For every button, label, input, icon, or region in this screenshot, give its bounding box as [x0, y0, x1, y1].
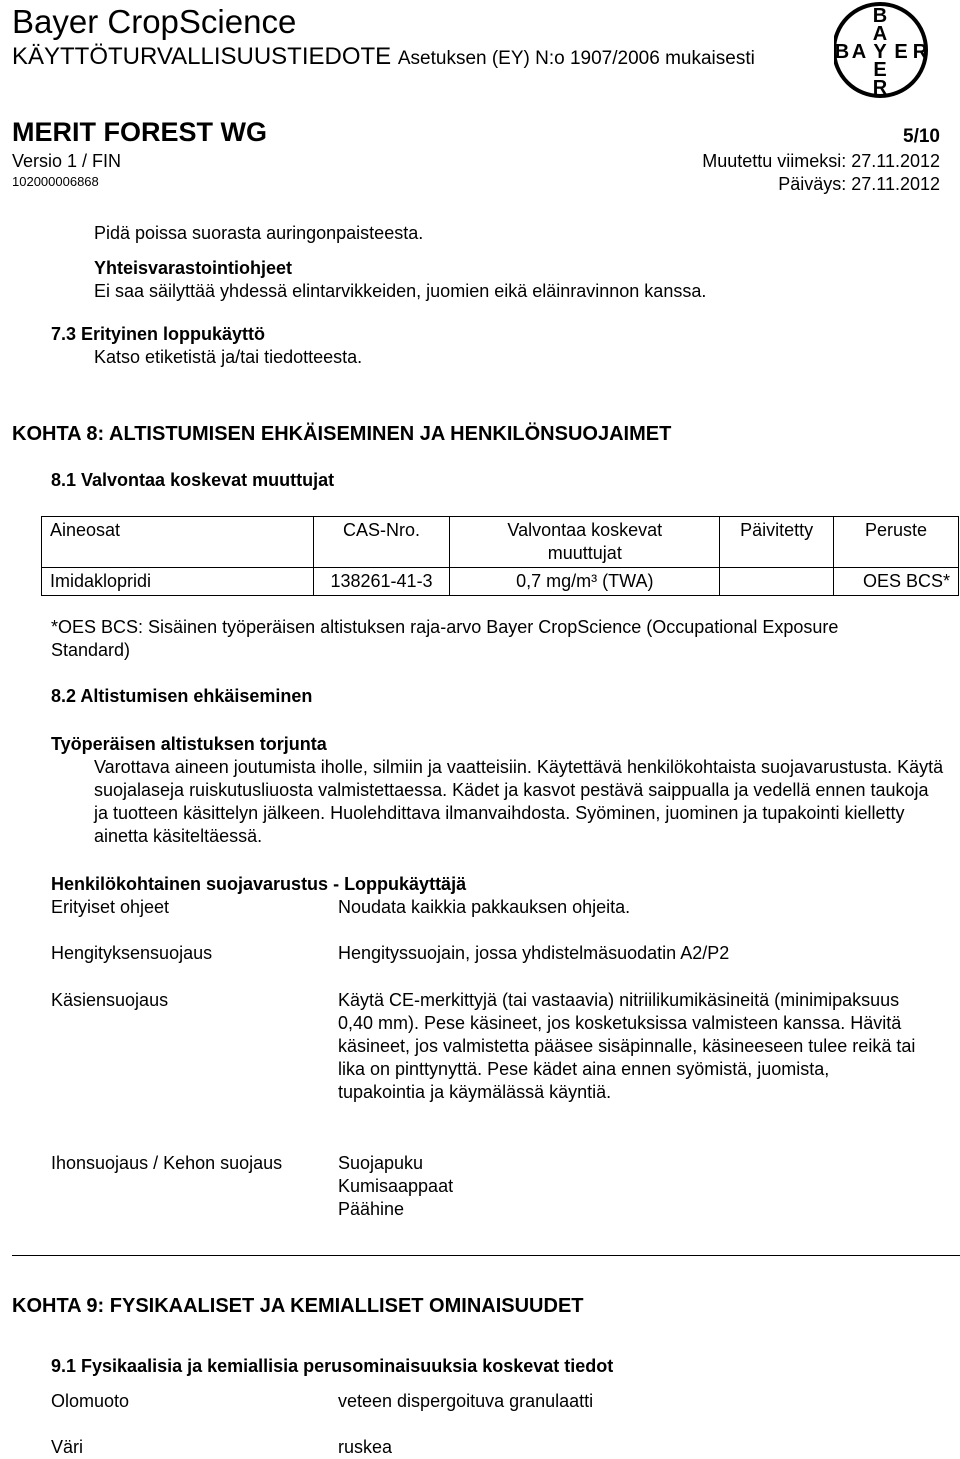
- control-parameters-table: [41, 516, 959, 596]
- svg-text:E: E: [894, 41, 908, 63]
- end-use-text: Katso etiketistä ja/tai tiedotteesta.: [94, 347, 363, 367]
- section-9-1-title: 9.1 Fysikaalisia ja kemiallisia perusominaisuuksia koskevat tiedot: [51, 1356, 614, 1376]
- svg-text:R: R: [912, 41, 928, 63]
- svg-text:Y: Y: [873, 41, 887, 63]
- property-value: ruskea: [338, 1437, 393, 1457]
- end-use-title: 7.3 Erityinen loppukäyttö: [51, 324, 266, 344]
- product-name: MERIT FOREST WG: [12, 117, 267, 147]
- table-cell: 0,7 mg/m³ (TWA): [450, 568, 720, 596]
- document-type: KÄYTTÖTURVALLISUUSTIEDOTE: [12, 43, 392, 70]
- table-header-cell: CAS-Nro.: [313, 517, 450, 568]
- ppe-title: Henkilökohtainen suojavarustus - Loppukäyttäjä: [51, 874, 467, 894]
- table-cell: OES BCS*: [834, 568, 959, 596]
- svg-text:A: A: [872, 23, 888, 45]
- section-8-title: KOHTA 8: ALTISTUMISEN EHKÄISEMINEN JA HENKILÖNSUOJAIMET: [12, 423, 672, 445]
- ppe-value-line: Päähine: [338, 1199, 405, 1219]
- document-number: 102000006868: [12, 174, 99, 189]
- section-8-2-title: 8.2 Altistumisen ehkäiseminen: [51, 686, 313, 706]
- table-cell: 138261-41-3: [313, 568, 450, 596]
- ppe-label: Erityiset ohjeet: [51, 897, 170, 917]
- svg-text:E: E: [873, 59, 887, 81]
- exposure-control-title: Työperäisen altistuksen torjunta: [51, 734, 327, 754]
- svg-text:A: A: [851, 41, 867, 63]
- ppe-value: Noudata kaikkia pakkauksen ohjeita.: [338, 897, 631, 917]
- svg-text:B: B: [872, 5, 888, 27]
- ppe-value: Hengityssuojain, jossa yhdistelmäsuodatin A2/P2: [338, 943, 730, 963]
- joint-storage-text: Ei saa säilyttää yhdessä elintarvikkeiden, juomien eikä eläinravinnon kanssa.: [94, 281, 707, 301]
- regulation-text: Asetuksen (EY) N:o 1907/2006 mukaisesti: [397, 48, 755, 69]
- section-divider: [12, 1255, 960, 1256]
- issue-date: Päiväys: 27.11.2012: [778, 174, 940, 194]
- exposure-control-text: Varottava aineen joutumista iholle, silmiin ja vaatteisiin. Käytettävä henkilökohtaista suojavarustusta. Käytä suojalaseja ruiskutusliuosta valmistettaessa. Kädet ja kasvot pestävä saippualla ja vedellä ennen taukoja ja tuotteen käsittelyn jälkeen. Huolehdittava ilmanvaihdosta. Syöminen, juominen ja tupakointi kielletty ainetta käsiteltäessä.: [94, 757, 944, 846]
- ppe-value: Käytä CE-merkittyjä (tai vastaavia) nitriilikumikäsineitä (minimipaksuus 0,40 mm). Pese käsineet, jos kosketuksissa valmisteen kanssa. Hävitä käsineet, jos valmistetta pääsee sisäpinnalle, käsineeseen tulee reikä tai lika on pinttynyttä. Pese kädet aina ennen syömistä, juomista, tupakointia ja käymälässä käyntiä.: [338, 990, 916, 1102]
- table-header-cell: Aineosat: [42, 517, 314, 568]
- modified-date: Muutettu viimeksi: 27.11.2012: [702, 151, 940, 171]
- section-9-title: KOHTA 9: FYSIKAALISET JA KEMIALLISET OMINAISUUDET: [12, 1295, 584, 1317]
- svg-text:B: B: [834, 41, 850, 63]
- bayer-logo: [834, 0, 960, 100]
- joint-storage-title: Yhteisvarastointiohjeet: [94, 258, 293, 278]
- table-header-cell: Valvontaa koskevat muuttujat: [450, 517, 720, 568]
- document-title: [12, 42, 755, 74]
- table-header-row: [42, 517, 959, 568]
- property-label: Väri: [51, 1437, 84, 1457]
- ppe-label: Käsiensuojaus: [51, 990, 169, 1010]
- property-value: veteen dispergoituva granulaatti: [338, 1391, 594, 1411]
- ppe-label: Hengityksensuojaus: [51, 943, 213, 963]
- page-number: 5/10: [903, 126, 940, 147]
- table-cell: Imidaklopridi: [42, 568, 314, 596]
- version-label: Versio 1 / FIN: [12, 151, 122, 171]
- table-header-cell: Peruste: [834, 517, 959, 568]
- table-row: [42, 568, 959, 596]
- table-cell: [720, 568, 834, 596]
- ppe-label: Ihonsuojaus / Kehon suojaus: [51, 1153, 283, 1173]
- property-label: Olomuoto: [51, 1391, 130, 1411]
- table-header-cell: Päivitetty: [720, 517, 834, 568]
- storage-sunlight-text: Pidä poissa suorasta auringonpaisteesta.: [94, 223, 424, 243]
- svg-text:R: R: [872, 77, 888, 99]
- ppe-value-line: Suojapuku: [338, 1153, 424, 1173]
- ppe-value-line: Kumisaappaat: [338, 1176, 454, 1196]
- section-8-1-title: 8.1 Valvontaa koskevat muuttujat: [51, 470, 335, 490]
- table-footnote: *OES BCS: Sisäinen työperäisen altistuksen raja-arvo Bayer CropScience (Occupational Exposure Standard): [51, 617, 839, 660]
- company-name: Bayer CropScience: [12, 3, 297, 40]
